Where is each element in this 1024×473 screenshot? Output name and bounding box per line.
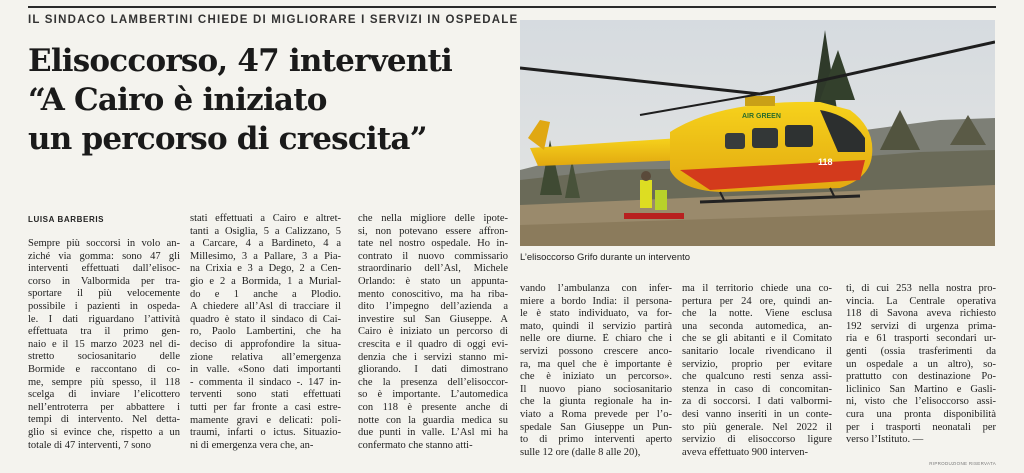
headline-line: un percorso di crescita” xyxy=(28,121,427,157)
article-line: che è iniziato un percorso». xyxy=(520,371,672,383)
article-line: traumi, infarti o ictus. Situazio- xyxy=(190,427,341,439)
article-line: sportare il più velocemente xyxy=(28,288,180,300)
article-line: Il nuovo piano sociosanitario xyxy=(520,383,672,395)
article-line: spedale San Giuseppe un Pun- xyxy=(520,421,672,433)
article-line: denzia che i servizi stanno mi- xyxy=(358,351,508,363)
article-line: genti (ossia trasferimenti da xyxy=(846,345,996,357)
article-line: 192 servizi di urgenza prima- xyxy=(846,320,996,332)
article-line: do e 1 anche a Plodio. xyxy=(190,288,341,300)
article-line: servizi possono crescere anco- xyxy=(520,345,672,357)
byline: LUISA BARBERIS xyxy=(28,215,105,224)
article-line: vando l’ambulanza con infer- xyxy=(520,283,672,294)
article-column-1 xyxy=(28,238,180,452)
article-line: sulle 12 ore (dalle 8 alle 20), xyxy=(520,446,641,458)
article-line: mento conoscitivo, ma ha riba- xyxy=(358,288,508,300)
article-line: scelga di inviare l’elicottero xyxy=(28,389,180,401)
article-line: me, sempre più spesso, il 118 xyxy=(28,376,180,388)
article-line: che nella migliore delle ipote- xyxy=(358,213,508,224)
article-line: cura una pronta disponibilità xyxy=(846,408,996,420)
article-line: tutti per far fronte a casi estre- xyxy=(190,401,341,413)
article-line: Millesimo, 3 a Pallare, 3 a Pia- xyxy=(190,250,341,262)
headline-line: “A Cairo è iniziato xyxy=(28,82,327,118)
article-line: confermato che stanno atti- xyxy=(358,439,473,451)
article-line: mato, quindi il servizio partirà xyxy=(520,320,672,332)
article-line: za di soccorsi. I dati valbormi- xyxy=(682,396,832,408)
article-line: stenza in caso di concomitan- xyxy=(682,383,832,395)
article-column-2 xyxy=(190,213,341,452)
article-line: zione relativa all’emergenza xyxy=(190,351,341,363)
article-line: notte con la guardia medica su xyxy=(358,414,508,426)
article-line: Orlando: è stato un appunta- xyxy=(358,275,508,287)
article-line: naio e il 15 marzo 2023 nel di- xyxy=(28,338,180,350)
article-line: ro, Paolo Lambertini, che ha xyxy=(190,326,341,338)
article-line: mamente gravi e delicati: poli- xyxy=(190,414,341,426)
article-line: dito l’impegno dell’azienda a xyxy=(358,301,508,313)
article-line: pertura per 24 ore, quindi an- xyxy=(682,295,832,307)
article-line: quadro è stato il sindaco di Cai- xyxy=(190,313,341,325)
photo-credit: RIPRODUZIONE RISERVATA xyxy=(929,461,996,466)
article-line: due punti in valle. L’Asl mi ha xyxy=(358,427,508,439)
article-line: viato a Roma prevede per l’o- xyxy=(520,408,672,420)
article-line: una seconda automedica, an- xyxy=(682,320,832,332)
article-line: liclinico San Martino e Gasli- xyxy=(846,383,996,395)
article-line: servizio di elisoccorso ligure xyxy=(682,434,832,446)
article-line: investire sul San Giuseppe. A xyxy=(358,313,508,325)
article-line: miere a bordo India: il persona- xyxy=(520,295,672,307)
article-line: A chiedere all’Asl di tracciare il xyxy=(190,301,341,313)
article-line: terventi sono stati effettuati xyxy=(190,389,341,401)
article-line: verso l’Istituto. — xyxy=(846,434,924,446)
article-column-5 xyxy=(682,283,832,459)
article-line: ria e 61 trasporti secondari ur- xyxy=(846,333,996,345)
article-line: Bormide e raccontano di co- xyxy=(28,363,180,375)
article-line: crescita e il quadro di oggi evi- xyxy=(358,338,508,350)
article-line: per i trasporti neonatali per xyxy=(846,421,996,433)
article-line: si, non potevano essere affron- xyxy=(358,225,508,237)
article-line: gliorando. I dati dimostrano xyxy=(358,364,508,376)
article-line: nell’entroterra per abbattere i xyxy=(28,401,180,413)
article-line: che qualcuno resti senza assi- xyxy=(682,371,832,383)
article-column-3 xyxy=(358,213,508,452)
article-column-6 xyxy=(846,283,996,447)
article-line: 118 di Savona aveva richiesto xyxy=(846,308,996,320)
article-line: effettuata tra il primo gen- xyxy=(28,326,180,338)
article-line: un ospedale a un altro), so- xyxy=(846,358,996,370)
article-line: possibile i pazienti in ospeda- xyxy=(28,300,180,312)
top-rule xyxy=(28,6,996,8)
article-line: sanitario locale rivendicano il xyxy=(682,345,832,357)
helicopter-photo xyxy=(520,20,995,246)
article-line: ti, di cui 253 nella nostra pro- xyxy=(846,283,996,294)
article-line: - commenta il sindaco -. 147 in- xyxy=(190,376,341,388)
article-line: le. I dati riguardano l’attività xyxy=(28,313,180,325)
article-line: tate nel nostro ospedale. Ho in- xyxy=(358,238,508,250)
photo-caption: L’elisoccorso Grifo durante un intervento xyxy=(520,252,691,263)
article-column-4 xyxy=(520,283,672,459)
article-line: le è stato individuato, va for- xyxy=(520,308,672,320)
article-line: servizio, proprio per evitare xyxy=(682,358,832,370)
helicopter-number: 118 xyxy=(818,157,833,167)
article-line: prattutto con destinazione Po- xyxy=(846,371,996,383)
helicopter-label: AIR GREEN xyxy=(742,113,781,120)
headline xyxy=(28,42,508,159)
headline-line: Elisoccorso, 47 interventi xyxy=(28,43,452,79)
article-line: che la presenza dell’elisoccor- xyxy=(358,376,508,388)
article-line: ra, ma quel che è importante è xyxy=(520,358,672,370)
article-line: stati effettuati a Cairo e altret- xyxy=(190,213,341,224)
article-line: gio e 2 a Bormida, 1 a Murial- xyxy=(190,275,341,287)
article-line: interventi effettuati dall’elisoc- xyxy=(28,263,180,275)
article-line: aveva effettuato 900 interven- xyxy=(682,446,809,458)
article-line: contrato il nuovo commissario xyxy=(358,250,508,262)
article-line: sto più generale. Nel 2022 il xyxy=(682,421,832,433)
article-line: Cairo è iniziato un percorso di xyxy=(358,326,508,338)
article-line: nelle ore diurne. È chiaro che i xyxy=(520,333,672,345)
article-line: to di primo interventi aperto xyxy=(520,434,672,446)
article-line: deciso di approfondire la situa- xyxy=(190,338,341,350)
article-line: ni, visto che l’elisoccorso assi- xyxy=(846,396,996,408)
article-line: straordinario dell’Asl, Michele xyxy=(358,263,508,275)
article-line: con 118 è presente anche di xyxy=(358,401,508,413)
article-line: ni di emergenza vera che, an- xyxy=(190,439,314,451)
kicker: IL SINDACO LAMBERTINI CHIEDE DI MIGLIORARE I SERVIZI IN OSPEDALE xyxy=(28,14,519,26)
article-line: na Crixia e 3 a Dego, 2 a Cen- xyxy=(190,263,341,275)
article-line: corso in Valbormida per tra- xyxy=(28,275,180,287)
article-line: desi vanno inseriti in un conte- xyxy=(682,408,832,420)
article-line: a Carcare, 4 a Bardineto, 4 a xyxy=(190,238,341,250)
article-line: glio si evince che, rispetto a un xyxy=(28,426,180,438)
article-line: ma il territorio chiede una co- xyxy=(682,283,832,294)
article-line: tanti a Osiglia, 5 a Calizzano, 5 xyxy=(190,225,341,237)
article-line: Sempre più soccorsi in volo an- xyxy=(28,238,180,249)
article-line: so è importante. L’automedica xyxy=(358,389,508,401)
article-line: vincia. La Centrale operativa xyxy=(846,295,996,307)
article-line: che se gli abitanti e il Comitato xyxy=(682,333,832,345)
article-line: ziché via gomma: sono 47 gli xyxy=(28,250,180,262)
article-line: in valle. «Sono dati importanti xyxy=(190,364,341,376)
article-line: stretto sociosanitario delle xyxy=(28,351,180,363)
article-line: che la giunta regionale ha in- xyxy=(520,396,672,408)
article-line: totale di 47 interventi, 7 sono xyxy=(28,439,152,451)
article-line: che la notte. Viene esclusa xyxy=(682,308,832,320)
article-line: tempi di intervento. Nel detta- xyxy=(28,414,180,426)
